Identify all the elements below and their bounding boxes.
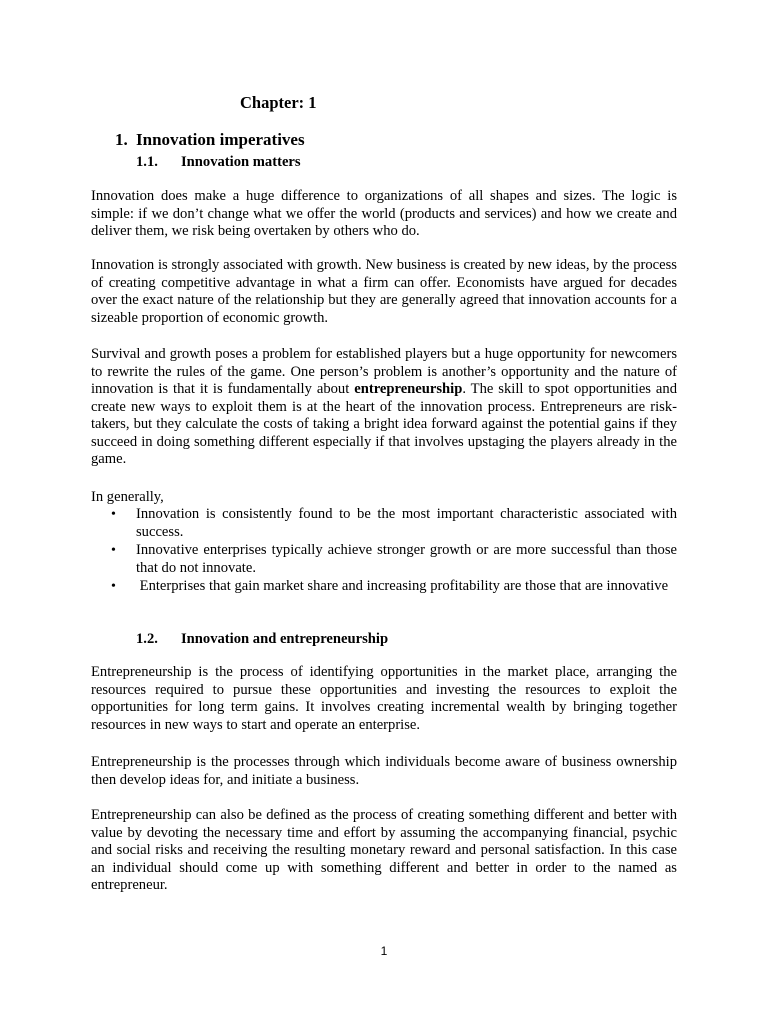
list-item (91, 578, 677, 596)
list-item (91, 506, 677, 541)
paragraph-2: Innovation is strongly associated with growth. New business is created by new ideas, by the process of creating competitive advantage in what a firm can offer. Economists have argued for decades over the exact nature of the relationship but they are generally agreed that innovation accounts for a sizeable proportion of economic growth. (91, 257, 677, 326)
chapter-title: Chapter: 1 (240, 93, 317, 112)
paragraph-3-text-b: . The skill to spot opportunities and create new ways to exploit them is at the heart of the innovation process. Entrepreneurs are risk-takers, but they calculate the costs of taking a bright idea forward against the potential gains if they succeed in doing something different especially if that involves upstaging the players already in the game. (91, 381, 678, 467)
emphasis-entrepreneurship: entrepreneurship (354, 381, 463, 397)
list-item (91, 542, 677, 577)
bullet-icon: • (111, 507, 116, 522)
bullet-list (91, 506, 677, 597)
paragraph-6: Entrepreneurship can also be defined as the process of creating something different and better with value by devoting the necessary time and effort by assuming the accompanying financial, psychic and social risks and receiving the resulting monetary reward and personal satisfaction. In this case an individual should come up with something different and better in order to the named as entrepreneur. (91, 807, 677, 893)
subsection-number: 1.1. (136, 154, 158, 170)
paragraph-3-text-a: Survival and growth poses a problem for established players but a huge opportunity for newcomers to rewrite the rules of the game. One person’s problem is another’s opportunity and the nature of innovation is that it is fundamentally about (91, 346, 677, 397)
list-item-text: Innovation is consistently found to be the most important characteristic associated with success. (136, 506, 677, 540)
bullet-icon: • (111, 579, 116, 594)
subsection-title: Innovation matters (181, 154, 301, 170)
section-title: Innovation imperatives (136, 130, 305, 149)
bullet-icon: • (111, 543, 116, 558)
list-item-text: Enterprises that gain market share and increasing profitability are those that are innovative (136, 578, 669, 594)
paragraph-3 (91, 346, 677, 469)
paragraph-5: Entrepreneurship is the processes through which individuals become aware of business ownership then develop ideas for, and initiate a business. (91, 754, 677, 788)
subsection-heading-1-1 (136, 154, 301, 172)
subsection-number: 1.2. (136, 631, 158, 647)
subsection-heading-1-2 (136, 631, 388, 649)
section-number: 1. (115, 130, 128, 149)
list-intro: In generally, (91, 489, 164, 505)
paragraph-1: Innovation does make a huge difference to organizations of all shapes and sizes. The logic is simple: if we don’t change what we offer the world (products and services) and how we create and deliver them, we risk being overtaken by others who do. (91, 188, 677, 239)
section-heading-1 (115, 131, 305, 149)
page-number: 1 (380, 944, 388, 958)
paragraph-4: Entrepreneurship is the process of identifying opportunities in the market place, arranging the resources required to pursue these opportunities and investing the resources to exploit the opportunities for long term gains. It involves creating incremental wealth by bringing together resources in new ways to start and operate an enterprise. (91, 664, 677, 733)
subsection-title: Innovation and entrepreneurship (181, 631, 389, 647)
list-item-text: Innovative enterprises typically achieve stronger growth or are more successful than those that do not innovate. (136, 542, 677, 576)
